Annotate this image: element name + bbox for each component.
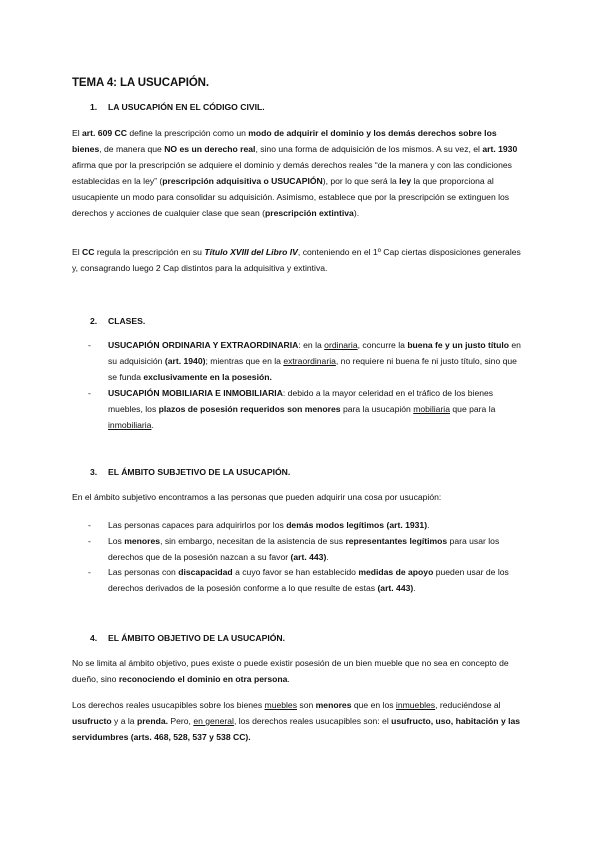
text-run: define la prescripción como un [126, 128, 249, 138]
text-run: prenda. [136, 715, 168, 726]
text-run: , conteniendo en el 1º Cap ciertas disposiciones generales y, consagrando luego 2 Cap distintos para la adquisitiva y extintiva. [72, 247, 521, 273]
section-heading-3 [90, 467, 290, 477]
text-run: mobiliaria [413, 403, 450, 414]
text-run: menores [124, 536, 161, 546]
text-run: Los [108, 536, 125, 546]
text-run: , sin embargo, necesitan de la asistencia de sus [160, 536, 346, 546]
document-title: TEMA 4: LA USUCAPIÓN. [72, 77, 209, 89]
text-run: . [326, 551, 329, 562]
section-number: 1. [90, 102, 98, 112]
bullet-dash: - [88, 340, 91, 350]
paragraph [72, 126, 527, 221]
list-item-text [108, 518, 528, 534]
text-run: extraordinaria [283, 355, 336, 366]
section-title: EL ÁMBITO OBJETIVO DE LA USUCAPIÓN. [108, 633, 285, 643]
text-run: USUCAPIÓN ORDINARIA Y EXTRAORDINARIA [108, 340, 299, 350]
text-run: , concurre la [357, 340, 408, 350]
text-run: , sino una forma de adquisición de los mismos. A su vez, el [255, 143, 483, 154]
list-item-text [108, 534, 528, 566]
section-number: 2. [90, 316, 98, 326]
text-run: son [297, 700, 316, 710]
paragraph [72, 490, 527, 506]
section-heading-4 [90, 633, 285, 643]
text-run: (art. 443) [290, 551, 327, 562]
text-run: CC [82, 247, 95, 257]
text-run: No se limita al ámbito objetivo, pues existe o puede existir posesión de un bien mueble que no sea en concepto de dueño, sino [72, 658, 509, 684]
text-run: en su adquisición [108, 340, 521, 366]
text-run: en general [193, 715, 234, 726]
text-run: Los derechos reales usucapibles sobre los bienes [72, 700, 265, 710]
list-item [88, 338, 528, 386]
text-run: Pero, [168, 715, 194, 726]
text-run: muebles [264, 700, 298, 710]
text-run: usufructo, uso, habitación y las servidumbres (arts. 468, 528, 537 y 538 CC). [72, 715, 521, 742]
section-heading-2 [90, 316, 145, 326]
text-run: inmuebles [395, 700, 436, 710]
paragraph [72, 698, 527, 746]
text-run: ordinaria [324, 340, 358, 350]
text-run: (art. 1940) [164, 355, 206, 366]
text-run: prescripción adquisitiva o USUCAPIÓN [162, 175, 323, 186]
text-run: regula la prescripción en su [94, 247, 205, 257]
list-item-text [108, 338, 528, 386]
text-run: ley [399, 175, 412, 186]
text-run: prescripción extintiva [265, 207, 354, 218]
text-run: modo de adquirir el dominio y los demás derechos sobre los bienes [72, 128, 497, 154]
list-item-text [108, 565, 528, 597]
text-run: ; mientras que en la [205, 355, 284, 366]
section-title: CLASES. [108, 316, 146, 326]
text-run: ). [353, 207, 360, 218]
bullet-dash: - [88, 388, 91, 398]
bullet-dash: - [88, 536, 91, 546]
text-run: Título XVIII del Libro IV [204, 247, 298, 257]
text-run: , no requiere ni buena fe ni justo título, sino que se funda [108, 355, 517, 382]
text-run: : en la [298, 340, 325, 350]
text-run: , reduciéndose al [435, 700, 501, 710]
text-run: : debido a la mayor celeridad en el tráfico de los bienes muebles, los [108, 388, 494, 414]
text-run: (art. 443) [377, 582, 414, 593]
text-run: representantes legítimos [345, 536, 448, 546]
text-run: para usar los derechos que de la posesión nazcan a su favor [108, 536, 500, 562]
text-run: art. 1930 [482, 143, 518, 154]
list-item-text [108, 386, 528, 434]
text-run: reconociendo el dominio en otra persona [118, 673, 288, 684]
text-run: En el ámbito subjetivo encontramos a las personas que pueden adquirir una cosa por usucapión: [72, 492, 442, 502]
text-run: pueden usar de los derechos derivados de la posesión conforme a lo que resulte de estas [108, 567, 509, 593]
text-run: usufructo [72, 715, 112, 726]
text-run: art. 609 CC [82, 128, 127, 138]
list-item [88, 565, 528, 597]
text-run: y a la [111, 715, 137, 726]
text-run: . [413, 582, 416, 593]
text-run: afirma que por la prescripción se adquiere el dominio y demás derechos reales “de la manera y con las condiciones establecidas en la ley” ( [72, 159, 512, 186]
text-run: Las personas capaces para adquirirlos por los [108, 520, 287, 530]
list-item [88, 534, 528, 566]
text-run: demás modos legítimos (art. 1931) [286, 520, 428, 530]
text-run: a cuyo favor se han establecido [232, 567, 359, 577]
list-item [88, 518, 528, 534]
text-run: buena fe y un justo título [407, 340, 510, 350]
section-number: 3. [90, 467, 98, 477]
paragraph [72, 656, 527, 688]
bullet-dash: - [88, 567, 91, 577]
text-run: discapacidad [178, 567, 233, 577]
text-run: USUCAPIÓN MOBILIARIA E INMOBILIARIA [108, 388, 283, 398]
text-run: que en los [351, 700, 396, 710]
text-run: . [151, 419, 154, 430]
bullet-dash: - [88, 520, 91, 530]
paragraph [72, 245, 527, 277]
text-run: la que proporciona al usucapiente un modo para consolidar su adquisición. Asimismo, establece que por la prescripción se extinguen los derechos y acciones de cualquier clase que sean ( [72, 175, 510, 218]
section-number: 4. [90, 633, 98, 643]
text-run: El [72, 128, 83, 138]
text-run: plazos de posesión requeridos son menores [158, 403, 341, 414]
text-run: que para la [450, 403, 496, 414]
text-run: , de manera que [99, 143, 165, 154]
text-run: . [287, 673, 290, 684]
text-run: El [72, 247, 83, 257]
section-heading-1 [90, 102, 265, 112]
text-run: , los derechos reales usucapibles son: el [233, 715, 392, 726]
text-run: NO es un derecho real [164, 143, 256, 154]
text-run: inmobiliaria [108, 419, 152, 430]
text-run: . [427, 520, 430, 530]
section-title: EL ÁMBITO SUBJETIVO DE LA USUCAPIÓN. [108, 467, 291, 477]
text-run: exclusivamente en la posesión. [143, 371, 272, 382]
text-run: medidas de apoyo [358, 567, 434, 577]
section-title: LA USUCAPIÓN EN EL CÓDIGO CIVIL. [108, 102, 265, 112]
text-run: ), por lo que será la [322, 175, 400, 186]
list-item [88, 386, 528, 434]
text-run: Las personas con [108, 567, 179, 577]
text-run: menores [315, 700, 352, 710]
text-run: para la usucapión [340, 403, 414, 414]
